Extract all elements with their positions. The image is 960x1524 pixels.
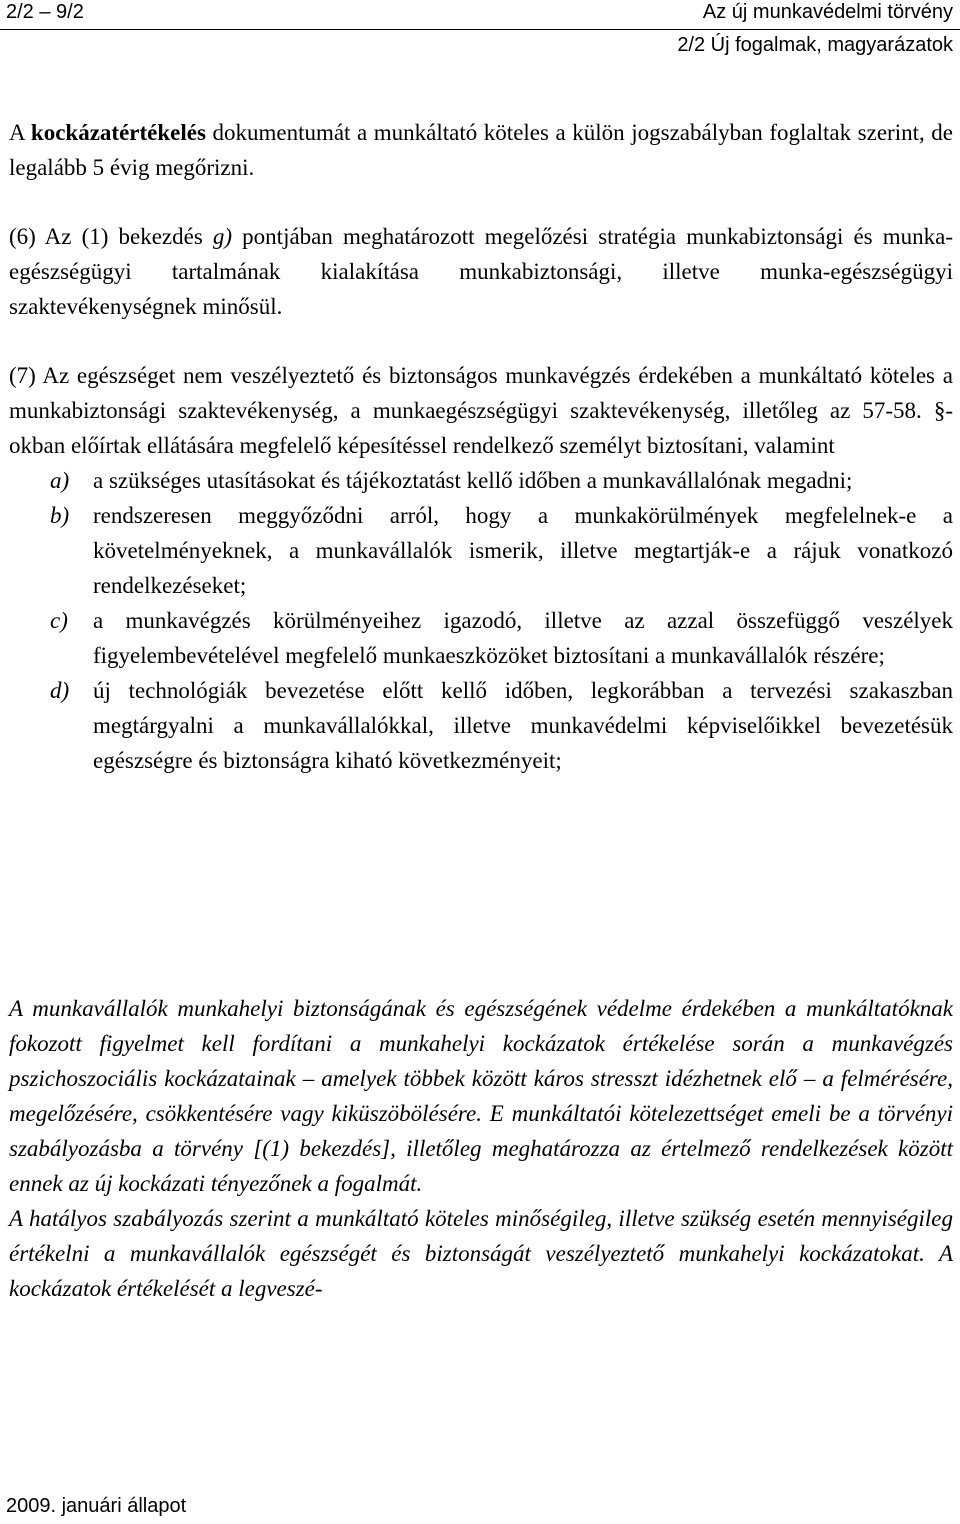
paragraph-7: (7) Az egészséget nem veszélyeztető és biztonságos munkavégzés érdekében a munkáltató köteles a munkabiztonsági szaktevékenység, a munkaegészségügyi szaktevékenység, illetőleg az 57-58. §-okban előírtak ellátására megfelelő képesítéssel rendelkező személyt biztosítani, valamint [9, 363, 953, 458]
list-marker: a) [50, 468, 70, 493]
list-item-text: a szükséges utasításokat és tájékoztatást kellő időben a munkavállalónak megadni; [93, 468, 853, 493]
para6-text: pontjában meghatározott megelőzési stratégia munkabiztonsági és munka-egészségügyi tartalmának kialakítása munkabiztonsági, illetve munka-egészségügyi szaktevékenységnek minősül. [9, 224, 953, 319]
chapter-title: 2/2 Új fogalmak, magyarázatok [677, 34, 953, 56]
list-item-text: rendszeresen meggyőződni arról, hogy a munkakörülmények megfelelnek-e a követelményeknek, a munkavállalók ismerik, illetve megtartják-e a rájuk vonatkozó rendelkezéseket; [93, 503, 953, 598]
page-header [0, 0, 960, 62]
list-item-text: új technológiák bevezetése előtt kellő időben, legkorábban a tervezési szakaszban megtárgyalni a munkavállalókkal, illetve munkavédelmi képviselőikkel bevezetésük egészségre és biztonságra kiható következményeit; [93, 678, 953, 773]
page-footer: 2009. januári állapot [6, 1495, 187, 1517]
list-item [9, 463, 953, 498]
page-number: 2/2 – 9/2 [6, 1, 84, 23]
list-item [9, 603, 953, 673]
obligation-list [9, 463, 953, 778]
list-item [9, 498, 953, 603]
commentary-section [9, 991, 953, 1306]
paragraph-6 [9, 219, 953, 324]
list-marker: d) [50, 678, 70, 703]
commentary-paragraph-2: A hatályos szabályozás szerint a munkáltató köteles minőségileg, illetve szükség esetén mennyiségileg értékelni a munkavállalók egészségét és biztonságát veszélyeztető munkahelyi kockázatokat. A kockázatok értékelését a legveszé- [9, 1206, 953, 1301]
list-item-text: a munkavégzés körülményeihez igazodó, illetve az azzal összefüggő veszélyek figyelembevételével megfelelő munkaeszközöket biztosítani a munkavállalók részére; [93, 608, 953, 668]
list-item [9, 673, 953, 778]
list-marker: c) [50, 608, 68, 633]
intro-text-end: dokumentumát a munkáltató köteles a külön jogszabályban foglaltak szerint, de legalább 5 évig megőrizni. [9, 120, 953, 180]
commentary-paragraph-1: A munkavállalók munkahelyi biztonságának és egészségének védelme érdekében a munkáltatóknak fokozott figyelmet kell fordítani a munkahelyi kockázatok értékelése során a munkavégzés pszichoszociális kockázatainak – amelyek többek között káros stresszt idézhetnek elő – a felmérésére, megelőzésére, csökkentésére vagy kiküszöbölésére. E munkáltatói kötelezettséget emeli be a törvényi szabályozásba a törvény [(1) bekezdés], illetőleg meghatározza az értelmező rendelkezések között ennek az új kockázati tényezőnek a fogalmát. [9, 996, 953, 1196]
intro-paragraph [9, 115, 953, 185]
intro-bold-term: kockázatértékelés [30, 120, 206, 145]
intro-text-start: A [9, 120, 31, 145]
main-text [9, 115, 953, 778]
book-title: Az új munkavédelmi törvény [702, 1, 953, 23]
para6-prefix: (6) Az (1) bekezdés [9, 224, 213, 249]
para6-italic-ref: g) [212, 224, 233, 249]
list-marker: b) [50, 503, 70, 528]
